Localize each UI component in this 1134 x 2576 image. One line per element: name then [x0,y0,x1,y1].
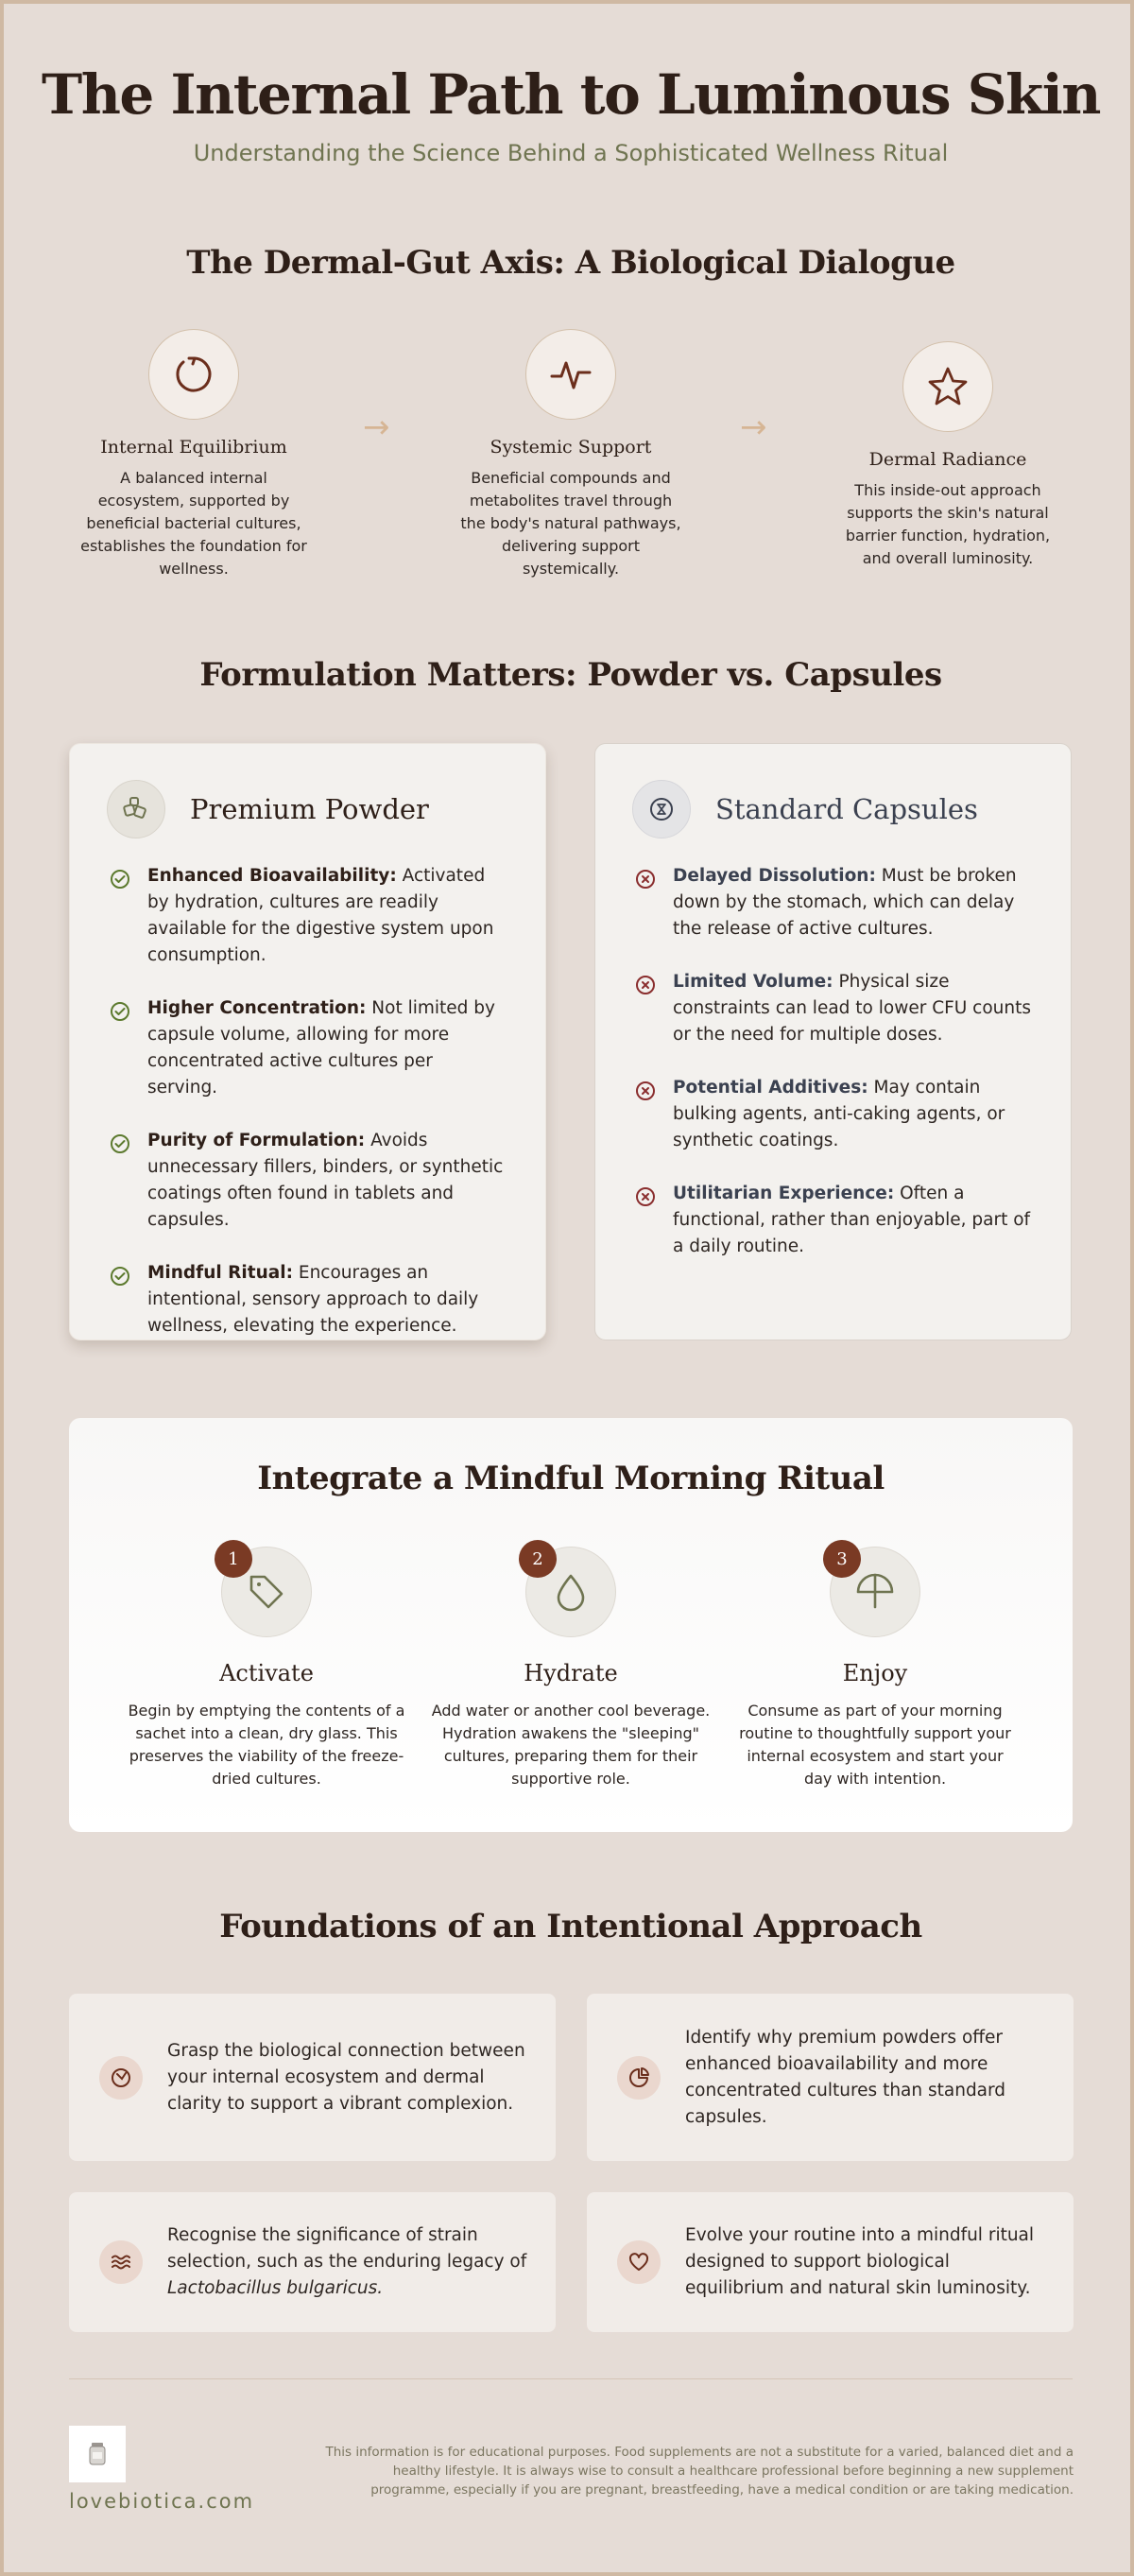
standard-capsules-card [594,743,1072,1340]
list-item [635,1181,1032,1260]
heart-icon [627,2250,651,2274]
item-label: Enhanced Bioavailability: [147,866,397,886]
foundation-card [587,1994,1074,2161]
ritual-step-desc: Consume as part of your morning routine to thoughtfully support your internal ecosystem and start your day with intention. [739,1702,1011,1788]
foundation-text: Grasp the biological connection between your internal ecosystem and dermal clarity to support a vibrant complexion. [167,2040,525,2114]
waves-icon [109,2250,133,2274]
ritual-title: Integrate a Mindful Morning Ritual [257,1460,885,1497]
axis-step-title: Systemic Support [490,437,652,458]
x-circle-icon [635,869,656,890]
ritual-step-desc: Begin by emptying the contents of a sachet into a clean, dry glass. This preserves the viability of the freeze-dried cultures. [128,1702,405,1788]
axis-title: The Dermal-Gut Axis: A Biological Dialogue [186,244,955,282]
powder-cubes-icon [122,795,150,823]
strain-name: Lactobacillus bulgaricus. [167,2278,384,2298]
item-text: Often a functional, rather than enjoyable, part of a daily routine. [673,1184,1031,1256]
comparison-title: Formulation Matters: Powder vs. Capsules [199,656,942,694]
brand-link[interactable]: lovebiotica.com [69,2490,255,2513]
premium-powder-card [69,743,546,1340]
item-label: Limited Volume: [673,972,833,992]
foundation-icon-circle [617,2056,661,2100]
capsule-icon-circle [632,780,691,838]
star-icon [925,364,971,409]
axis-step-desc: This inside-out approach supports the skin's natural barrier function, hydration, and overall luminosity. [845,481,1051,567]
list-item [635,1075,1032,1154]
list-item [635,863,1032,942]
check-circle-icon [110,1133,130,1154]
axis-step-radiance [834,341,1061,570]
item-label: Potential Additives: [673,1078,868,1098]
list-item [110,995,507,1101]
list-item [110,863,507,969]
item-text: Physical size constraints can lead to lower CFU counts or the need for multiple doses. [673,972,1032,1045]
item-text: Encourages an intentional, sensory approach to daily wellness, elevating the experience. [147,1263,479,1336]
axis-step-icon-circle [148,329,239,420]
item-text: Activated by hydration, cultures are readily available for the digestive system upon consumption. [147,866,494,965]
ritual-step-icon-circle [525,1547,616,1637]
umbrella-icon [854,1571,896,1613]
x-circle-icon [635,1081,656,1101]
pie-chart-icon [627,2066,651,2090]
check-circle-icon [110,869,130,890]
axis-step-icon-circle [902,341,993,432]
axis-step-equilibrium [80,329,307,580]
step-number-badge: 2 [519,1540,557,1578]
axis-step-desc: A balanced internal ecosystem, supported by beneficial bacterial cultures, establishes the foundation for wellness. [80,469,307,578]
ritual-step-enjoy [733,1547,1017,1790]
circle-arrow-icon [172,353,215,396]
arrow-right-icon: → [740,408,767,446]
item-text: Must be broken down by the stomach, which can delay the release of active cultures. [673,866,1017,939]
ritual-step-activate [125,1547,408,1790]
ritual-step-icon-circle [221,1547,312,1637]
item-label: Utilitarian Experience: [673,1184,895,1203]
ritual-step-icon-circle [830,1547,920,1637]
ritual-step-title: Enjoy [842,1660,908,1686]
foundation-icon-circle [99,2056,143,2100]
item-text: Not limited by capsule volume, allowing for more concentrated active cultures per serving. [147,998,495,1098]
ritual-panel [69,1418,1073,1832]
step-number-badge: 3 [823,1540,861,1578]
powder-icon-circle [107,780,165,838]
item-label: Delayed Dissolution: [673,866,876,886]
axis-step-systemic [457,329,684,580]
benefit-list [110,863,507,1366]
foundation-card [69,2192,556,2332]
page-subtitle: Understanding the Science Behind a Sophisticated Wellness Ritual [193,140,949,166]
link-icon [109,2066,133,2090]
item-label: Higher Concentration: [147,998,367,1018]
foundation-icon-circle [99,2240,143,2284]
disclaimer-text: This information is for educational purposes. Food supplements are not a substitute for a varied, balanced diet and a healthy lifestyle. It is always wise to consult a healthcare professional before beginning a new supplement programme, especially if you are pregnant, breastfeeding, have a medical condition or are taking medication. [325,2445,1074,2498]
foundation-text: Identify why premium powders offer enhanced bioavailability and more concentrated cultures than standard capsules. [685,2027,1006,2127]
item-label: Mindful Ritual: [147,1263,293,1283]
foundation-card [69,1994,556,2161]
footer-divider [69,2378,1073,2379]
check-circle-icon [110,1001,130,1022]
card-title: Premium Powder [190,793,429,825]
card-header [632,780,978,838]
foundation-card [587,2192,1074,2332]
x-circle-icon [635,975,656,995]
tag-icon [246,1571,287,1613]
ritual-step-title: Activate [219,1660,314,1686]
brand-logo[interactable] [69,2426,126,2482]
axis-step-title: Dermal Radiance [868,449,1027,470]
drawback-list [635,863,1032,1287]
axis-step-title: Internal Equilibrium [100,437,287,458]
jar-logo-icon [86,2441,109,2467]
foundation-icon-circle [617,2240,661,2284]
axis-step-icon-circle [525,329,616,420]
pulse-icon [548,352,593,397]
droplet-icon [550,1571,592,1613]
card-title: Standard Capsules [715,793,978,825]
foundation-text: Evolve your routine into a mindful ritual designed to support biological equilibrium and natural skin luminosity. [685,2225,1035,2298]
foundations-title: Foundations of an Intentional Approach [219,1908,922,1945]
list-item [110,1128,507,1234]
check-circle-icon [110,1266,130,1287]
list-item [635,969,1032,1048]
item-label: Purity of Formulation: [147,1131,366,1150]
foundation-text: Recognise the significance of strain selection, such as the enduring legacy of Lactobacillus bulgaricus. [167,2225,527,2298]
ritual-step-hydrate [429,1547,713,1790]
ritual-step-title: Hydrate [524,1660,618,1686]
x-circle-icon [635,1186,656,1207]
item-text: Avoids unnecessary fillers, binders, or synthetic coatings often found in tablets and capsules. [147,1131,504,1230]
card-header [107,780,429,838]
ritual-step-desc: Add water or another cool beverage. Hydration awakens the "sleeping" cultures, preparing them for their supportive role. [431,1702,711,1788]
capsule-icon [647,795,676,823]
step-number-badge: 1 [215,1540,252,1578]
arrow-right-icon: → [363,408,390,446]
axis-step-desc: Beneficial compounds and metabolites travel through the body's natural pathways, delivering support systemically. [460,469,681,578]
list-item [110,1260,507,1340]
item-text: May contain bulking agents, anti-caking agents, or synthetic coatings. [673,1078,1005,1150]
page-title: The Internal Path to Luminous Skin [42,62,1100,127]
